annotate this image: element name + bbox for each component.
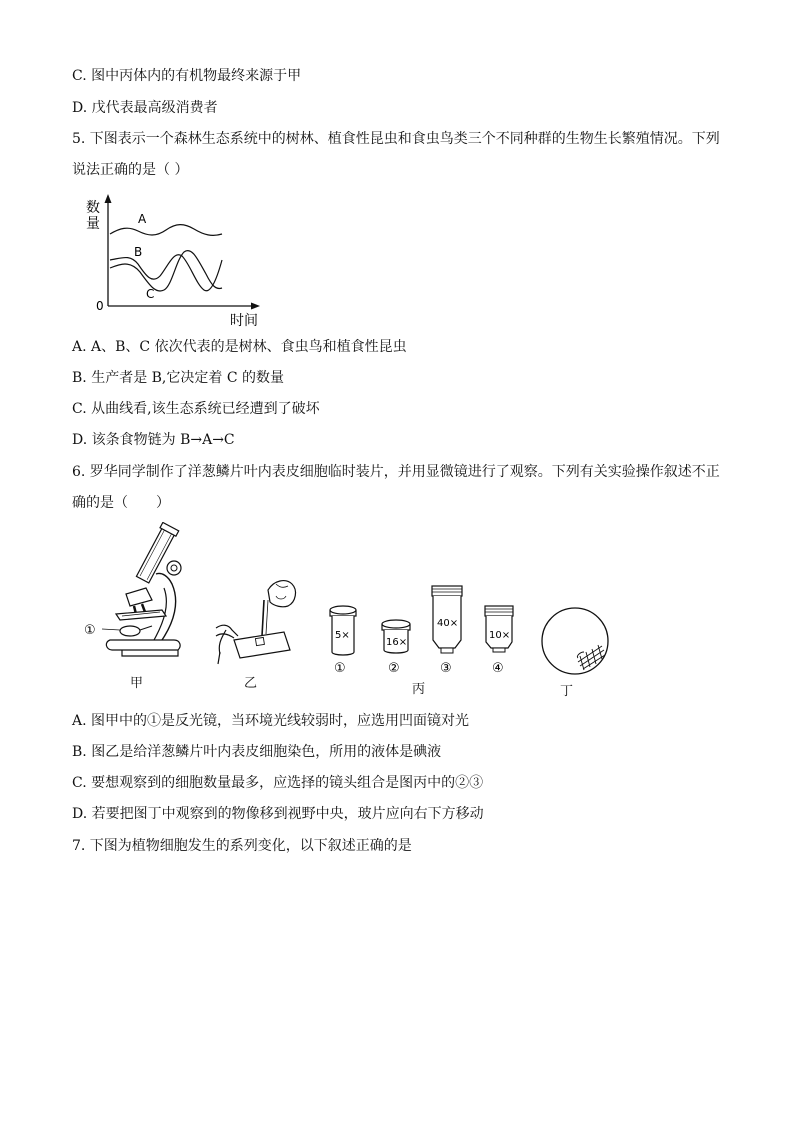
question-6-stem-line2: 确的是（ ） — [72, 495, 170, 511]
population-graph — [80, 190, 280, 330]
question-5-option-c: C. 从曲线看,该生态系统已经遭到了破坏 — [72, 401, 320, 417]
lens-3-mag: 40× — [437, 618, 459, 629]
lens-4-num: ④ — [492, 661, 504, 676]
lens-2-mag: 16× — [386, 637, 408, 648]
y-axis-arrow — [105, 194, 112, 203]
y-axis-label-2: 量 — [86, 216, 100, 232]
lens-3-num: ③ — [440, 661, 452, 676]
mirror-label: ① — [84, 623, 96, 638]
option-c-prev: C. 图中丙体内的有机物最终来源于甲 — [72, 68, 302, 84]
y-axis-label-1: 数 — [86, 200, 100, 216]
mirror — [120, 626, 140, 636]
lens-1-num: ① — [334, 661, 346, 676]
option-d-prev: D. 戊代表最高级消费者 — [72, 100, 218, 116]
lens-4-mag: 10× — [489, 630, 511, 641]
curve-a — [110, 225, 222, 236]
figure-label-ding: 丁 — [560, 684, 574, 699]
question-6-option-d: D. 若要把图丁中观察到的物像移到视野中央，玻片应向右下方移动 — [72, 806, 484, 822]
curve-a-label: A — [138, 212, 147, 226]
question-5-option-d: D. 该条食物链为 B→A→C — [72, 432, 235, 448]
lens-4 — [485, 606, 513, 676]
question-7-stem: 7. 下图为植物细胞发生的系列变化，以下叙述正确的是 — [72, 838, 412, 854]
lenses-illustration — [325, 580, 530, 680]
figure-label-bing: 丙 — [412, 682, 426, 697]
question-5-option-a: A. A、B、C 依次代表的是树林、食虫鸟和植食性昆虫 — [72, 339, 407, 355]
x-axis-label: 时间 — [230, 313, 258, 329]
staining-illustration — [212, 570, 312, 665]
lens-3 — [432, 586, 462, 676]
lens-2 — [382, 620, 410, 676]
lens-2-num: ② — [388, 661, 400, 676]
question-5-stem-line1: 5. 下图表示一个森林生态系统中的树林、植食性昆虫和食虫鸟类三个不同种群的生物生长繁殖情况。下列 — [72, 131, 720, 147]
question-6-stem-line1: 6. 罗华同学制作了洋葱鳞片叶内表皮细胞临时装片，并用显微镜进行了观察。下列有关实验操作叙述不正 — [72, 464, 720, 480]
question-5-option-b: B. 生产者是 B,它决定着 C 的数量 — [72, 370, 284, 386]
question-5-stem-line2: 说法正确的是（ ） — [72, 162, 189, 178]
field-of-view-illustration — [540, 606, 612, 678]
figure-label-yi: 乙 — [244, 676, 258, 691]
lens-1-mag: 5× — [335, 630, 350, 641]
microscope-illustration — [82, 522, 192, 667]
question-6-option-c: C. 要想观察到的细胞数量最多，应选择的镜头组合是图丙中的②③ — [72, 775, 484, 791]
curve-b — [110, 251, 222, 291]
question-6-option-a: A. 图甲中的①是反光镜，当环境光线较弱时，应选用凹面镜对光 — [72, 713, 470, 729]
x-axis-arrow — [251, 303, 260, 310]
curve-c-label: C — [146, 287, 155, 301]
question-6-option-b: B. 图乙是给洋葱鳞片叶内表皮细胞染色，所用的液体是碘液 — [72, 744, 442, 760]
figure-label-jia: 甲 — [130, 676, 144, 691]
origin-label: 0 — [96, 299, 104, 313]
curve-b-label: B — [134, 245, 143, 259]
lens-1 — [330, 606, 356, 676]
